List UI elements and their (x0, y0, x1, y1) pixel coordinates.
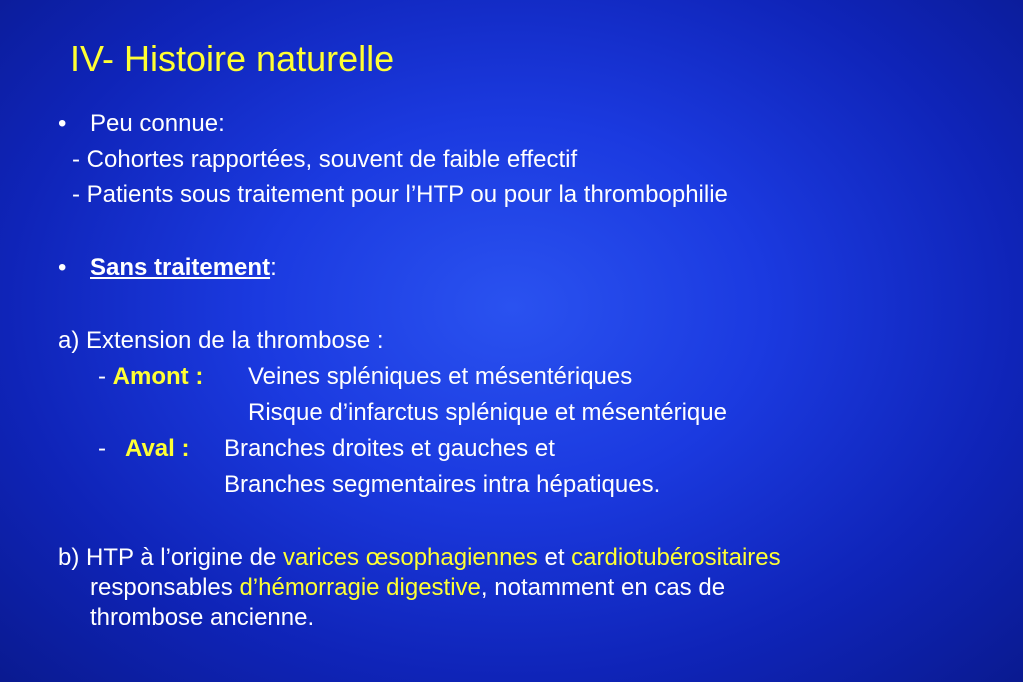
part-b-line2-prefix: responsables (90, 574, 240, 601)
amont-text-2: Risque d’infarctus splénique et mésentérique (248, 399, 727, 426)
section1-heading: Peu connue: (90, 110, 225, 137)
part-b-line-1 (58, 544, 781, 572)
part-b-highlight-varices: varices œsophagiennes (283, 544, 538, 571)
amont-dash: - (98, 363, 106, 390)
part-b-line-2 (90, 574, 725, 602)
aval-label: Aval : (125, 435, 190, 462)
part-b-line2-suffix: , notamment en cas de (480, 574, 726, 601)
amont-label: Amont : (112, 363, 204, 390)
part-b-line-3: thrombose ancienne. (90, 604, 315, 631)
part-b-connector: et (537, 544, 572, 571)
part-b-highlight-cardio: cardiotubérositaires (571, 544, 781, 571)
bullet-icon: • (58, 254, 67, 281)
section2-heading-suffix: : (270, 254, 277, 281)
aval-text-2: Branches segmentaires intra hépatiques. (224, 471, 661, 498)
part-b-prefix: b) HTP à l’origine de (58, 544, 283, 571)
amont-text-1: Veines spléniques et mésentériques (248, 363, 633, 390)
section1-item-1: - Cohortes rapportées, souvent de faible effectif (72, 146, 578, 173)
section1-item-2: - Patients sous traitement pour l’HTP ou pour la thrombophilie (72, 181, 728, 208)
aval-text-1: Branches droites et gauches et (224, 435, 555, 462)
aval-dash: - (98, 435, 106, 462)
slide-title: IV- Histoire naturelle (70, 38, 395, 79)
bullet-icon: • (58, 110, 67, 137)
part-a-heading: a) Extension de la thrombose : (58, 327, 384, 354)
part-b-highlight-hemorragie: d’hémorragie digestive (239, 574, 481, 601)
amont-line (98, 363, 203, 391)
section2-heading: Sans traitement (90, 254, 271, 281)
section2-heading-line (90, 254, 277, 282)
